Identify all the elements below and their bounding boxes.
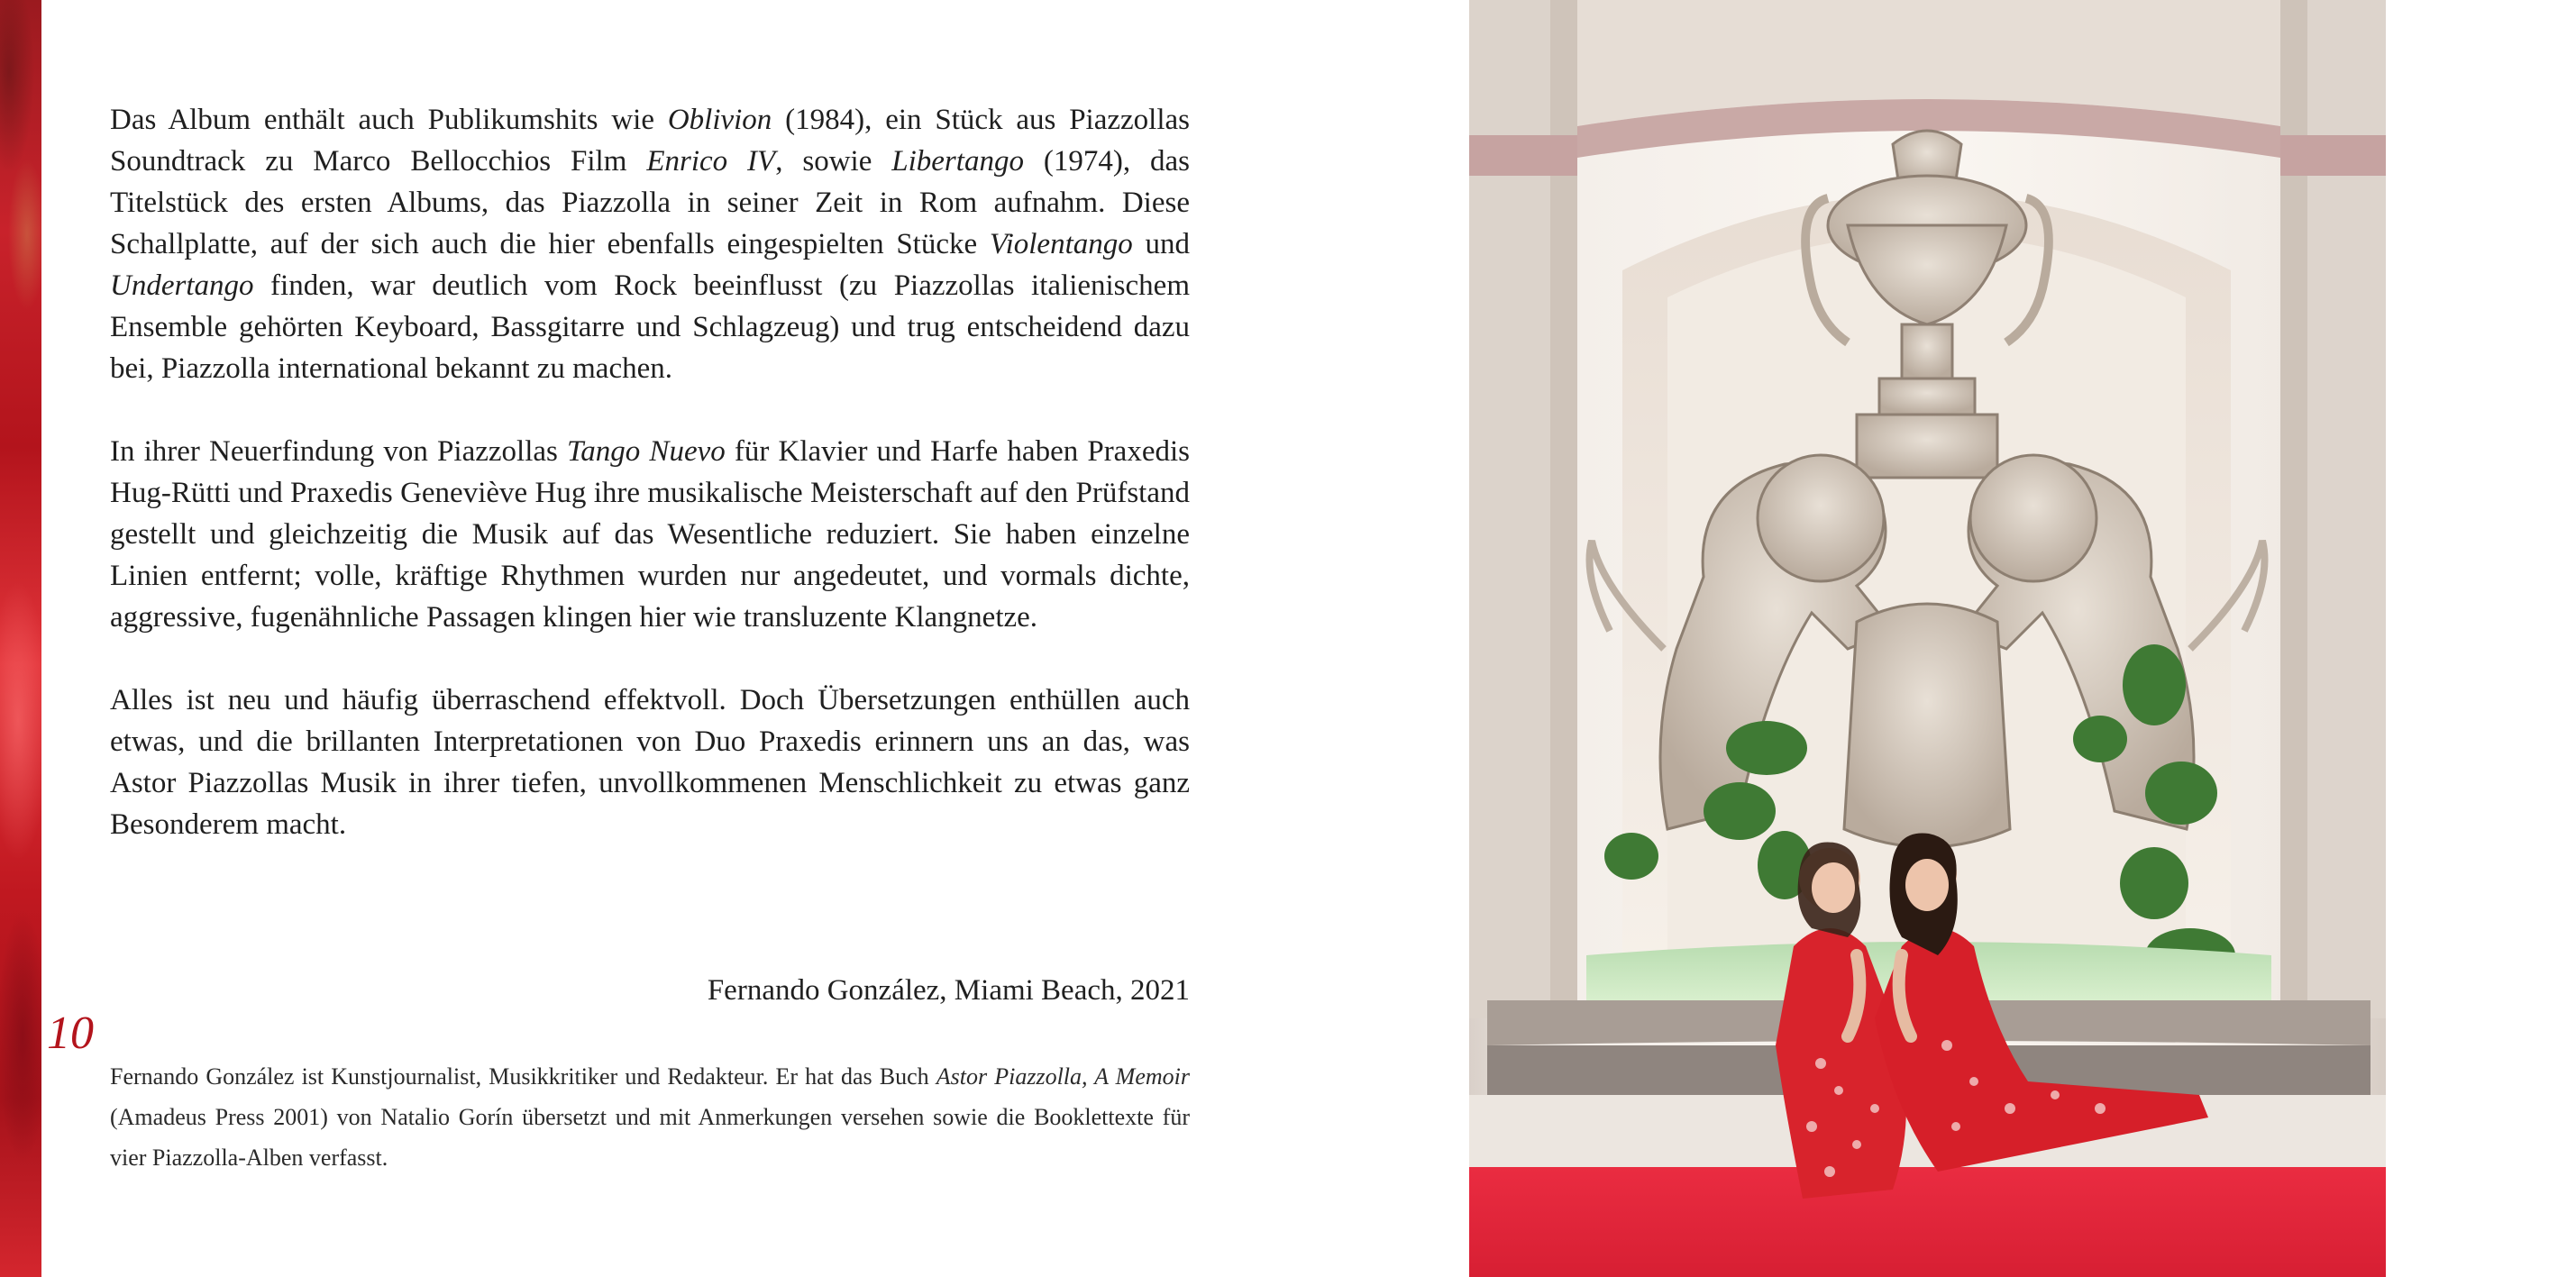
title-undertango: Undertango <box>110 269 254 302</box>
bio-text: Fernando González ist Kunstjournalist, Musikkritiker und Redakteur. Er hat das Buch <box>110 1063 936 1090</box>
paragraph-1-text: (1974), das Titelstück des ersten Albums, das Piazzolla in seiner Zeit in Rom aufnahm. Diese Schallplatte, auf der sich auch die hier ebenfalls eingespielten Stücke <box>110 145 1190 260</box>
title-libertango: Libertango <box>891 145 1024 178</box>
title-enrico-iv: Enrico IV <box>646 145 776 178</box>
paragraph-3 <box>110 680 1190 845</box>
paragraph-1-text: Das Album enthält auch Publikumshits wie <box>110 104 668 136</box>
paragraph-1-text: und <box>1132 228 1191 260</box>
paragraph-2-text: In ihrer Neuerfindung von Piazzollas <box>110 435 567 468</box>
paragraph-1-text: finden, war deutlich vom Rock beeinflusst (zu Piazzollas italienischem Ensemble gehörten Keyboard, Bassgitarre und Schlagzeug) und trug entscheidend dazu bei, Piazzolla international bekannt zu machen. <box>110 269 1190 385</box>
title-tango-nuevo: Tango Nuevo <box>566 435 726 468</box>
paragraph-1 <box>110 99 1190 389</box>
decorative-red-floral-strip <box>0 0 41 1277</box>
author-signature: Fernando González, Miami Beach, 2021 <box>707 974 1190 1007</box>
paragraph-1-text: , sowie <box>775 145 892 178</box>
paragraph-2 <box>110 431 1190 638</box>
book-title: Astor Piazzolla, A Memoir <box>936 1063 1191 1090</box>
page-number: 10 <box>47 1008 94 1059</box>
title-oblivion: Oblivion <box>667 104 772 136</box>
author-bio <box>110 1056 1190 1178</box>
main-text-column <box>110 99 1190 887</box>
title-violentango: Violentango <box>989 228 1133 260</box>
duo-photo <box>1469 0 2386 1277</box>
paragraph-2-text: für Klavier und Harfe haben Praxedis Hug-Rütti und Praxedis Geneviève Hug ihre musikalische Meisterschaft auf den Prüfstand gestellt und gleichzeitig die Musik auf das Wesentliche reduziert. Sie haben einzelne Linien entfernt; volle, kräftige Rhythmen wurden nur angedeutet, und vormals dichte, aggressive, fugenähnliche Passagen klingen hier wie transluzente Klangnetze. <box>110 435 1190 634</box>
duo-photo-illustration <box>1469 0 2386 1277</box>
bio-text: (Amadeus Press 2001) von Natalio Gorín übersetzt und mit Anmerkungen versehen sowie die Booklettexte für vier Piazzolla-Alben verfasst. <box>110 1104 1190 1171</box>
paragraph-1-text: (1984), ein Stück aus Piazzollas Soundtrack zu Marco Bellocchios Film <box>110 104 1190 178</box>
paragraph-3-text: Alles ist neu und häufig überraschend effektvoll. Doch Übersetzungen enthüllen auch etwas, und die brillanten Interpretationen von Duo Praxedis erinnern uns an das, was Astor Piazzollas Musik in ihrer tiefen, unvollkommenen Menschlichkeit zu etwas ganz Besonderem macht. <box>110 684 1190 841</box>
